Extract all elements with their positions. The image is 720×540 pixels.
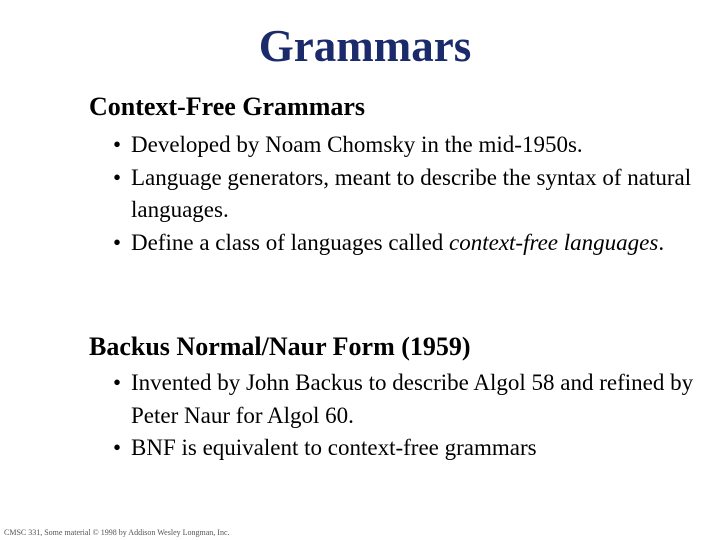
bullet-text: Language generators, meant to describe the syntax of natural languages. [131,164,692,222]
bullet-dot-icon: • [113,435,122,460]
bullet-item [113,367,713,432]
bullet-item [113,227,713,260]
bullet-dot-icon: • [113,132,122,157]
bullet-list-bnf [113,367,713,465]
slide-title: Grammars [258,21,472,71]
bullet-list-context-free [113,129,713,259]
bullet-dot-icon: • [113,164,122,190]
bullet-text: BNF is equivalent to context-free grammars [131,435,537,460]
section-heading-context-free-grammars: Context-Free Grammars [89,92,366,121]
bullet-item [113,162,713,227]
footer-copyright: CMSC 331, Some material © 1998 by Addison Wesley Longman, Inc. [4,528,230,537]
bullet-item [113,129,713,162]
bullet-dot-icon: • [113,229,122,255]
bullet-item [113,432,713,465]
bullet-text: Invented by John Backus to describe Algol 58 and refined by Peter Naur for Algol 60. [131,370,694,428]
bullet-text-before: Define a class of languages called [131,229,450,255]
bullet-text: Developed by Noam Chomsky in the mid-1950s. [131,132,583,157]
bullet-text-italic: context-free languages [449,229,659,255]
bullet-text-after: . [658,229,665,255]
bullet-dot-icon: • [113,370,122,395]
section-heading-bnf: Backus Normal/Naur Form (1959) [89,332,471,361]
